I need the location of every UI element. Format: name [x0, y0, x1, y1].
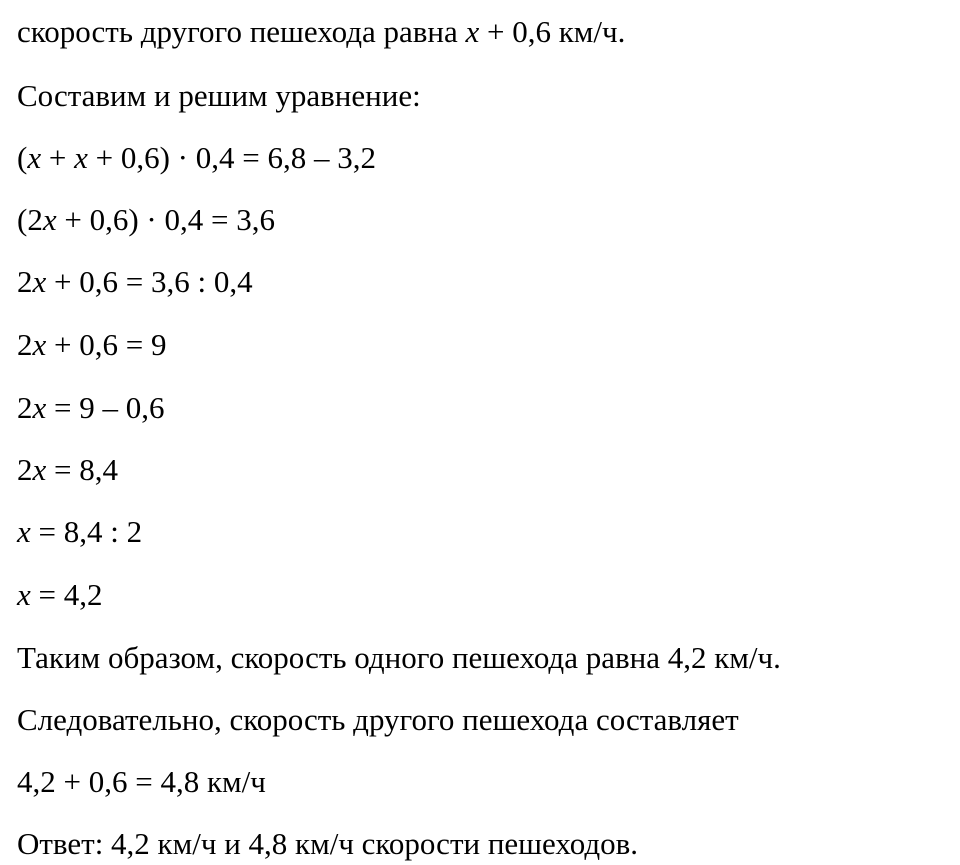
variable-x: x [17, 514, 31, 549]
variable-x: x [465, 14, 480, 49]
variable-x: x [17, 577, 31, 612]
equation-line: 4,2 + 0,6 = 4,8 км/ч [17, 764, 266, 799]
equation-line: (x + x + 0,6) · 0,4 = 6,8 – 3,2 [17, 140, 376, 175]
equation-line: x = 4,2 [17, 577, 103, 612]
equation-line: 2x + 0,6 = 3,6 : 0,4 [17, 264, 253, 299]
text-line: скорость другого пешехода равна x + 0,6 км/ч. [17, 14, 626, 49]
variable-x: x [42, 202, 57, 237]
equation-line: 2x + 0,6 = 9 [17, 327, 167, 362]
equation-line: 2x = 8,4 [17, 452, 118, 487]
variable-x: x [32, 327, 47, 362]
text-line: Следовательно, скорость другого пешехода составляет [17, 702, 739, 737]
answer-line: Ответ: 4,2 км/ч и 4,8 км/ч скорости пешеходов. [17, 826, 638, 861]
equation-line: (2x + 0,6) · 0,4 = 3,6 [17, 202, 275, 237]
equation-line: x = 8,4 : 2 [17, 514, 143, 549]
variable-x: x [74, 140, 88, 175]
variable-x: x [32, 390, 47, 425]
equation-line: 2x = 9 – 0,6 [17, 390, 165, 425]
variable-x: x [32, 452, 47, 487]
variable-x: x [32, 264, 47, 299]
text-line: Составим и решим уравнение: [17, 78, 421, 113]
variable-x: x [27, 140, 42, 175]
text-line: Таким образом, скорость одного пешехода равна 4,2 км/ч. [17, 640, 781, 675]
